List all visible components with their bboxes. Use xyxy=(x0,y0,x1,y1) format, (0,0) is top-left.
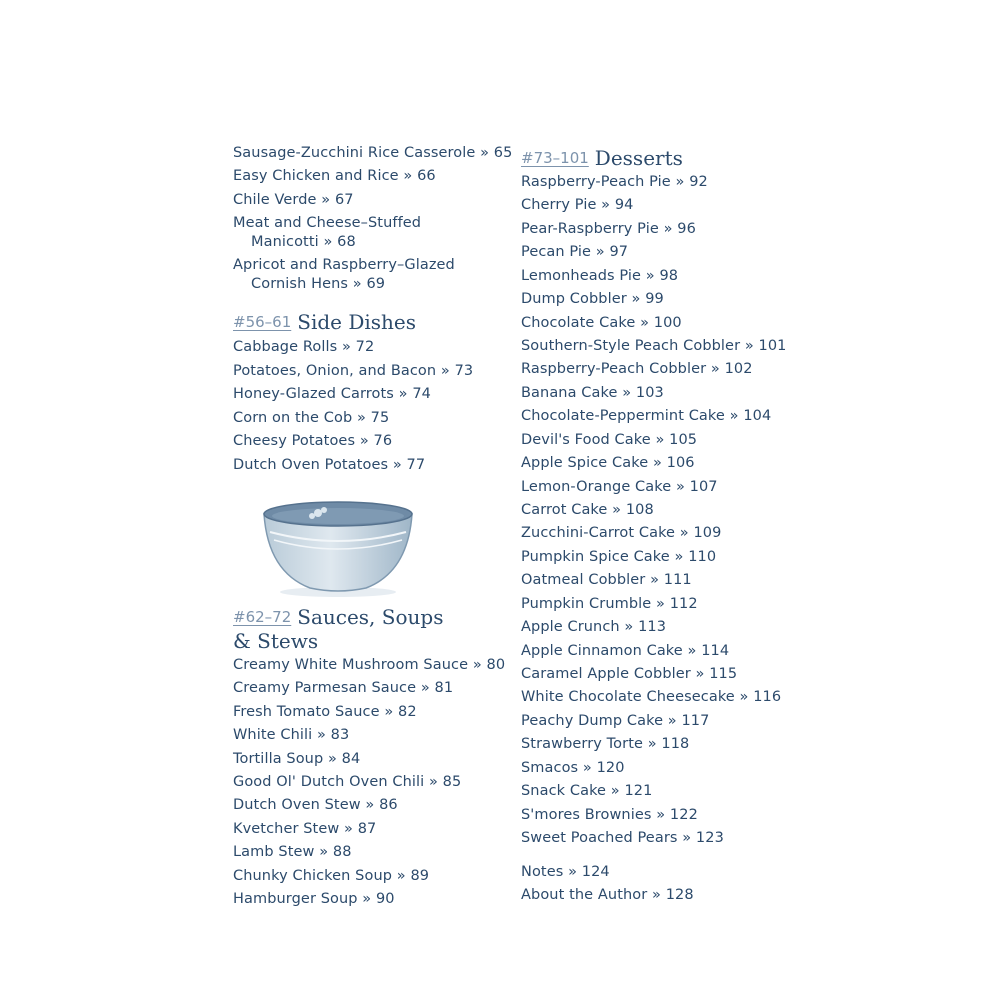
entry-title: Pumpkin Crumble xyxy=(521,596,652,612)
entry-title: Strawberry Torte xyxy=(521,736,644,752)
entry-separator: » xyxy=(312,727,331,743)
entry-page: 88 xyxy=(332,844,352,860)
entry-title: Notes xyxy=(521,864,564,880)
entry-title: Raspberry-Peach Cobbler xyxy=(521,361,707,377)
entry-separator: » xyxy=(563,864,582,880)
entry-separator: » xyxy=(617,385,636,401)
entry-page: 97 xyxy=(609,244,629,260)
toc-entry[interactable] xyxy=(233,750,360,769)
entry-title: Sausage-Zucchini Rice Casserole xyxy=(233,145,476,161)
section-title: Side Dishes xyxy=(297,310,417,334)
toc-entry[interactable] xyxy=(233,338,374,357)
entry-separator: » xyxy=(357,891,376,907)
entry-title: Southern-Style Peach Cobbler xyxy=(521,338,741,354)
toc-entry[interactable] xyxy=(521,454,695,473)
toc-entry[interactable] xyxy=(521,478,718,497)
entry-title: Chile Verde xyxy=(233,192,317,208)
entry-title: Snack Cake xyxy=(521,783,607,799)
toc-entry[interactable] xyxy=(521,196,634,215)
entry-page: 103 xyxy=(635,385,664,401)
toc-entry[interactable] xyxy=(233,726,349,745)
entry-title: Pecan Pie xyxy=(521,244,592,260)
entry-page: 124 xyxy=(581,864,610,880)
entry-title: Pumpkin Spice Cake xyxy=(521,549,670,565)
entry-separator: » xyxy=(606,783,625,799)
entry-separator: » xyxy=(643,736,662,752)
entry-page: 105 xyxy=(669,432,698,448)
toc-entry[interactable] xyxy=(521,863,610,882)
entry-page: 98 xyxy=(659,268,679,284)
entry-title-cont-text: Cornish Hens xyxy=(251,276,349,292)
entry-page: 84 xyxy=(341,751,361,767)
toc-entry[interactable] xyxy=(521,688,781,707)
toc-entry[interactable] xyxy=(521,173,708,192)
entry-page: 111 xyxy=(663,572,692,588)
entry-page: 116 xyxy=(753,689,782,705)
toc-entry[interactable] xyxy=(233,867,429,886)
toc-entry[interactable] xyxy=(233,679,453,698)
toc-entry[interactable] xyxy=(521,407,771,426)
entry-title: Banana Cake xyxy=(521,385,618,401)
entry-page: 102 xyxy=(724,361,753,377)
entry-title: Cherry Pie xyxy=(521,197,597,213)
toc-entry[interactable] xyxy=(521,886,694,905)
toc-entry[interactable] xyxy=(233,214,421,252)
entry-title: Dutch Oven Potatoes xyxy=(233,457,389,473)
toc-entry[interactable] xyxy=(233,191,354,210)
entry-separator: » xyxy=(388,457,407,473)
entry-title: Tortilla Soup xyxy=(233,751,324,767)
section-title: Desserts xyxy=(594,146,683,170)
entry-title: Creamy White Mushroom Sauce xyxy=(233,657,469,673)
entry-page: 69 xyxy=(366,276,386,292)
bowl-illustration xyxy=(260,498,416,598)
entry-page: 81 xyxy=(434,680,454,696)
sauces-heading xyxy=(233,605,443,653)
entry-title: Apricot and Raspberry–Glazed xyxy=(233,257,455,273)
entry-separator: » xyxy=(339,821,358,837)
entry-title: Raspberry-Peach Pie xyxy=(521,174,671,190)
entry-title: Hamburger Soup xyxy=(233,891,358,907)
entry-separator: » xyxy=(352,410,371,426)
entry-title: Peachy Dump Cake xyxy=(521,713,664,729)
toc-entry[interactable] xyxy=(521,595,698,614)
entry-title: About the Author xyxy=(521,887,648,903)
entry-separator: » xyxy=(658,221,678,237)
entry-page: 100 xyxy=(653,315,682,331)
toc-entry[interactable] xyxy=(233,362,473,381)
entry-page: 122 xyxy=(669,807,698,823)
toc-entry[interactable] xyxy=(521,220,696,239)
toc-entry[interactable] xyxy=(233,890,395,909)
entry-page: 85 xyxy=(442,774,462,790)
entry-page: 123 xyxy=(695,830,724,846)
toc-entry[interactable] xyxy=(233,703,417,722)
entry-page: 104 xyxy=(743,408,772,424)
entry-page: 80 xyxy=(486,657,506,673)
toc-entry[interactable] xyxy=(521,571,692,590)
entry-page: 76 xyxy=(373,433,393,449)
entry-separator: » xyxy=(398,168,418,184)
entry-page: 109 xyxy=(693,525,722,541)
entry-separator: » xyxy=(641,268,660,284)
entry-page: 117 xyxy=(681,713,710,729)
toc-entry[interactable] xyxy=(521,806,698,825)
entry-page: 107 xyxy=(689,479,718,495)
entry-title: Chocolate Cake xyxy=(521,315,636,331)
entry-page: 82 xyxy=(398,704,417,720)
toc-entry[interactable] xyxy=(233,456,425,475)
toc-entry[interactable] xyxy=(233,796,398,815)
toc-entry[interactable] xyxy=(233,432,392,451)
entry-separator: » xyxy=(663,713,682,729)
entry-title: Chocolate-Peppermint Cake xyxy=(521,408,725,424)
entry-page: 66 xyxy=(417,168,436,184)
entry-title: Apple Cinnamon Cake xyxy=(521,643,683,659)
section-range: #73–101 xyxy=(521,149,589,167)
entry-title-cont-text: Manicotti xyxy=(251,234,319,250)
entry-separator: » xyxy=(651,596,670,612)
entry-separator: » xyxy=(416,680,435,696)
toc-entry[interactable] xyxy=(521,267,678,286)
entry-title: Devil's Food Cake xyxy=(521,432,651,448)
entry-separator: » xyxy=(314,844,333,860)
entry-separator: » xyxy=(645,572,664,588)
toc-entry[interactable] xyxy=(521,618,666,637)
entry-title: White Chili xyxy=(233,727,313,743)
entry-page: 108 xyxy=(625,502,654,518)
toc-entry[interactable] xyxy=(233,256,455,294)
entry-page: 121 xyxy=(624,783,653,799)
toc-entry[interactable] xyxy=(233,843,352,862)
entry-separator: » xyxy=(424,774,443,790)
toc-entry[interactable] xyxy=(521,735,689,754)
desserts-heading xyxy=(521,146,683,170)
entry-page: 90 xyxy=(375,891,395,907)
entry-page: 87 xyxy=(357,821,377,837)
entry-separator: » xyxy=(682,643,702,659)
entry-separator: » xyxy=(607,502,626,518)
entry-title: Potatoes, Onion, and Bacon xyxy=(233,363,437,379)
section-title-line1: Sauces, Soups xyxy=(297,605,444,629)
entry-title: Lemon-Orange Cake xyxy=(521,479,672,495)
entry-separator: » xyxy=(392,868,411,884)
toc-entry[interactable] xyxy=(233,167,436,186)
entry-title: Pear-Raspberry Pie xyxy=(521,221,659,237)
entry-title: Meat and Cheese–Stuffed xyxy=(233,215,422,231)
entry-title: Fresh Tomato Sauce xyxy=(233,704,380,720)
entry-page: 68 xyxy=(337,234,356,250)
entry-title: Dutch Oven Stew xyxy=(233,797,361,813)
entry-title: Creamy Parmesan Sauce xyxy=(233,680,417,696)
entry-title: Dump Cobbler xyxy=(521,291,627,307)
entry-separator: » xyxy=(670,174,690,190)
entry-separator: » xyxy=(436,363,455,379)
entry-title-continued xyxy=(233,275,455,294)
toc-entry[interactable] xyxy=(521,431,697,450)
entry-separator: » xyxy=(316,192,335,208)
entry-separator: » xyxy=(360,797,380,813)
entry-title: Corn on the Cob xyxy=(233,410,353,426)
entry-title: Cabbage Rolls xyxy=(233,339,338,355)
entry-page: 112 xyxy=(669,596,698,612)
entry-separator: » xyxy=(596,197,615,213)
entry-title: Apple Crunch xyxy=(521,619,620,635)
entry-page: 67 xyxy=(334,192,354,208)
toc-entry[interactable] xyxy=(521,384,664,403)
toc-entry[interactable] xyxy=(521,829,724,848)
entry-title: Honey-Glazed Carrots xyxy=(233,386,394,402)
toc-entry[interactable] xyxy=(521,360,753,379)
entry-page: 75 xyxy=(370,410,390,426)
entry-title: Lemonheads Pie xyxy=(521,268,642,284)
entry-separator: » xyxy=(619,619,639,635)
section-range: #56–61 xyxy=(233,313,292,331)
entry-title: Kvetcher Stew xyxy=(233,821,340,837)
entry-separator: » xyxy=(647,887,666,903)
entry-title: S'mores Brownies xyxy=(521,807,652,823)
entry-separator: » xyxy=(651,807,670,823)
toc-entry[interactable] xyxy=(233,144,512,163)
toc-entry[interactable] xyxy=(233,385,431,404)
entry-separator: » xyxy=(323,751,342,767)
entry-title-continued xyxy=(233,233,421,252)
entry-separator: » xyxy=(475,145,494,161)
entry-page: 89 xyxy=(410,868,430,884)
entry-title: Easy Chicken and Rice xyxy=(233,168,399,184)
entry-title: Carrot Cake xyxy=(521,502,608,518)
entry-page: 86 xyxy=(379,797,398,813)
entry-separator: » xyxy=(348,276,367,292)
entry-title: Smacos xyxy=(521,760,579,776)
entry-separator: » xyxy=(675,525,694,541)
entry-page: 110 xyxy=(688,549,717,565)
entry-page: 83 xyxy=(330,727,350,743)
toc-entry[interactable] xyxy=(521,665,737,684)
entry-separator: » xyxy=(393,386,413,402)
entry-separator: » xyxy=(591,244,610,260)
entry-page: 77 xyxy=(406,457,426,473)
entry-title: Chunky Chicken Soup xyxy=(233,868,393,884)
toc-entry[interactable] xyxy=(521,712,709,731)
entry-separator: » xyxy=(355,433,374,449)
section-title-line2: & Stews xyxy=(233,629,319,653)
entry-title: Oatmeal Cobbler xyxy=(521,572,646,588)
toc-entry[interactable] xyxy=(521,290,664,309)
entry-title: Zucchini-Carrot Cake xyxy=(521,525,676,541)
entry-page: 65 xyxy=(493,145,513,161)
entry-page: 101 xyxy=(758,338,787,354)
entry-page: 99 xyxy=(645,291,664,307)
entry-page: 128 xyxy=(665,887,694,903)
entry-separator: » xyxy=(379,704,399,720)
toc-entry[interactable] xyxy=(521,642,729,661)
toc-entry[interactable] xyxy=(233,409,389,428)
entry-page: 72 xyxy=(355,339,375,355)
entry-separator: » xyxy=(635,315,654,331)
entry-page: 113 xyxy=(638,619,667,635)
entry-separator: » xyxy=(690,666,710,682)
entry-page: 74 xyxy=(412,386,431,402)
entry-page: 106 xyxy=(666,455,695,471)
entry-separator: » xyxy=(468,657,487,673)
toc-entry[interactable] xyxy=(521,548,716,567)
entry-title: Caramel Apple Cobbler xyxy=(521,666,691,682)
entry-separator: » xyxy=(578,760,597,776)
entry-title: Apple Spice Cake xyxy=(521,455,649,471)
entry-title: White Chocolate Cheesecake xyxy=(521,689,735,705)
entry-separator: » xyxy=(626,291,646,307)
entry-page: 73 xyxy=(454,363,474,379)
entry-separator: » xyxy=(706,361,725,377)
entry-separator: » xyxy=(318,234,338,250)
entry-title: Cheesy Potatoes xyxy=(233,433,356,449)
toc-entry[interactable] xyxy=(521,782,652,801)
entry-separator: » xyxy=(724,408,744,424)
entry-page: 96 xyxy=(677,221,696,237)
toc-entry[interactable] xyxy=(521,243,628,262)
entry-title: Good Ol' Dutch Oven Chili xyxy=(233,774,425,790)
entry-page: 120 xyxy=(596,760,625,776)
toc-entry[interactable] xyxy=(521,501,654,520)
toc-entry[interactable] xyxy=(521,524,721,543)
toc-entry[interactable] xyxy=(233,820,376,839)
entry-separator: » xyxy=(734,689,754,705)
entry-separator: » xyxy=(677,830,696,846)
toc-entry[interactable] xyxy=(521,314,682,333)
entry-page: 118 xyxy=(661,736,690,752)
entry-title: Lamb Stew xyxy=(233,844,315,860)
entry-separator: » xyxy=(648,455,667,471)
toc-entry[interactable] xyxy=(521,337,787,356)
entry-page: 115 xyxy=(709,666,738,682)
toc-entry[interactable] xyxy=(521,759,625,778)
side-dishes-heading xyxy=(233,310,416,334)
entry-title: Sweet Poached Pears xyxy=(521,830,678,846)
toc-entry[interactable] xyxy=(233,773,461,792)
entry-separator: » xyxy=(669,549,689,565)
entry-separator: » xyxy=(650,432,670,448)
entry-separator: » xyxy=(337,339,356,355)
entry-page: 92 xyxy=(689,174,708,190)
entry-separator: » xyxy=(671,479,690,495)
toc-entry[interactable] xyxy=(233,656,505,675)
entry-page: 94 xyxy=(614,197,634,213)
entry-separator: » xyxy=(740,338,759,354)
entry-page: 114 xyxy=(701,643,730,659)
section-range: #62–72 xyxy=(233,608,292,626)
